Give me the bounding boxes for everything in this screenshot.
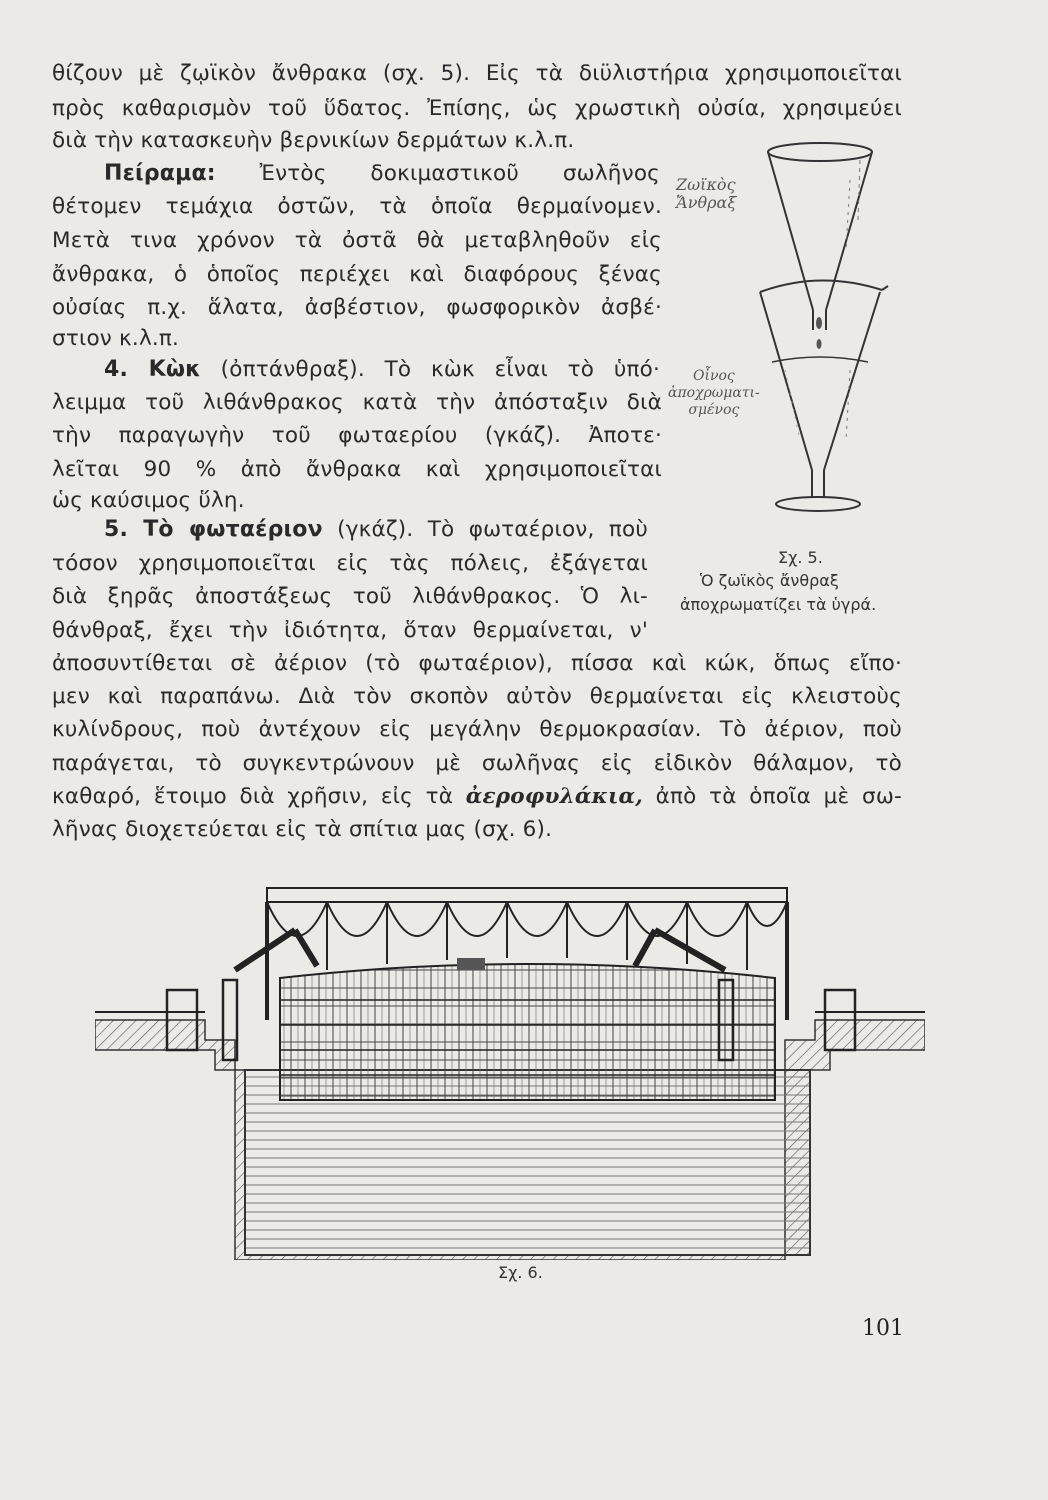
figure-6-gasholder-illustration bbox=[95, 880, 925, 1260]
text-line: μεν καὶ παραπάνω. Διὰ τὸν σκοπὸν αὐτὸν θερμαίνεται εἰς κλειστοὺς bbox=[52, 684, 902, 709]
text-line: πρὸς καθαρισμὸν τοῦ ὕδατος. Ἐπίσης, ὡς χρωστικὴ οὐσία, χρησιμεύει bbox=[52, 96, 902, 121]
text-line: τὴν παραγωγὴν τοῦ φωταερίου (γκάζ). Ἀποτε· bbox=[52, 423, 662, 448]
text-line: διὰ ξηρᾶς ἀποστάξεως τοῦ λιθάνθρακος. Ὁ λι- bbox=[52, 584, 648, 609]
text-line bbox=[52, 783, 902, 811]
label-line: σμένος bbox=[688, 402, 740, 418]
text-line bbox=[104, 356, 660, 384]
text-line: στιον κ.λ.π. bbox=[52, 326, 180, 351]
text-line: θάνθραξ, ἔχει τὴν ἰδιότητα, ὅταν θερμαίνεται, ν' bbox=[52, 618, 648, 643]
text-line: ἀποσυντίθεται σὲ ἀέριον (τὸ φωταέριον), πίσσα καὶ κώκ, ὅπως εἴπο· bbox=[52, 651, 902, 676]
figure-5-caption-number: Σχ. 5. bbox=[778, 548, 823, 567]
text-span: Ἐντὸς δοκιμαστικοῦ σωλῆνος bbox=[215, 161, 660, 186]
text-line: διὰ τὴν κατασκευὴν βερνικίων δερμάτων κ.λ.π. bbox=[52, 128, 575, 153]
text-span: (ὀπτάνθραξ). Τὸ κὼκ εἶναι τὸ ὑπό· bbox=[200, 357, 660, 382]
emphasized-term: ἀεροφυλάκια, bbox=[465, 784, 643, 809]
text-line: θέτομεν τεμάχια ὀστῶν, τὰ ὁποῖα θερμαίνομεν. bbox=[52, 194, 662, 219]
label-line: Ζωϊκὸς bbox=[676, 175, 736, 194]
text-line: λεῖται 90 % ἀπὸ ἄνθρακα καὶ χρησιμοποιεῖται bbox=[52, 457, 662, 482]
figure-5-caption-line: Ὁ ζωϊκὸς ἄνθραξ bbox=[700, 571, 839, 590]
text-line: ὡς καύσιμος ὕλη. bbox=[52, 488, 245, 513]
label-line: Οἶνος bbox=[692, 368, 735, 384]
section-heading-gas: 5. Τὸ φωταέριον bbox=[104, 517, 323, 542]
figure-5-caption-line: ἀποχρωματίζει τὰ ὑγρά. bbox=[680, 595, 877, 614]
text-line: παράγεται, τὸ συγκεντρώνουν μὲ σωλῆνας εἰς εἰδικὸν θάλαμον, τὸ bbox=[52, 751, 902, 776]
text-line: θίζουν μὲ ζῳϊκὸν ἄνθρακα (σχ. 5). Εἰς τὰ διϋλιστήρια χρησιμοποιεῖται bbox=[52, 61, 902, 86]
label-line: ἀποχρωματι- bbox=[668, 385, 760, 401]
text-line: κυλίνδρους, ποὺ ἀντέχουν εἰς μεγάλην θερμοκρασίαν. Τὸ ἀέριον, ποὺ bbox=[52, 717, 902, 742]
text-span: (γκάζ). Τὸ φωταέριον, ποὺ bbox=[322, 517, 648, 542]
text-line: λῆνας διοχετεύεται εἰς τὰ σπίτια μας (σχ. 6). bbox=[52, 817, 553, 842]
text-line: Μετὰ τινα χρόνον τὰ ὀστᾶ θὰ μεταβληθοῦν εἰς bbox=[52, 228, 662, 253]
page-number: 101 bbox=[862, 1316, 904, 1341]
text-line: οὐσίας π.χ. ἅλατα, ἀσβέστιον, φωσφορικὸν ἀσβέ· bbox=[52, 295, 662, 320]
text-line: ἄνθρακα, ὁ ὁποῖος περιέχει καὶ διαφόρους ξένας bbox=[52, 262, 662, 287]
label-line: Ἄνθραξ bbox=[676, 193, 737, 212]
text-span: καθαρό, ἕτοιμο διὰ χρῆσιν, εἰς τὰ bbox=[52, 784, 466, 809]
text-line bbox=[104, 160, 660, 188]
text-line: λειμμα τοῦ λιθάνθρακος κατὰ τὴν ἀπόσταξιν διὰ bbox=[52, 390, 662, 415]
section-heading-coke: 4. Κὼκ bbox=[104, 357, 201, 382]
figure-5-label-wine bbox=[668, 368, 760, 419]
figure-5-label-charcoal bbox=[676, 176, 736, 212]
text-line: τόσον χρησιμοποιεῖται εἰς τὰς πόλεις, ἐξάγεται bbox=[52, 551, 648, 576]
text-span: ἀπὸ τὰ ὁποῖα μὲ σω- bbox=[642, 784, 902, 809]
section-heading-experiment: Πείραμα: bbox=[104, 161, 216, 186]
figure-6-caption: Σχ. 6. bbox=[498, 1263, 543, 1282]
text-line bbox=[104, 516, 648, 544]
